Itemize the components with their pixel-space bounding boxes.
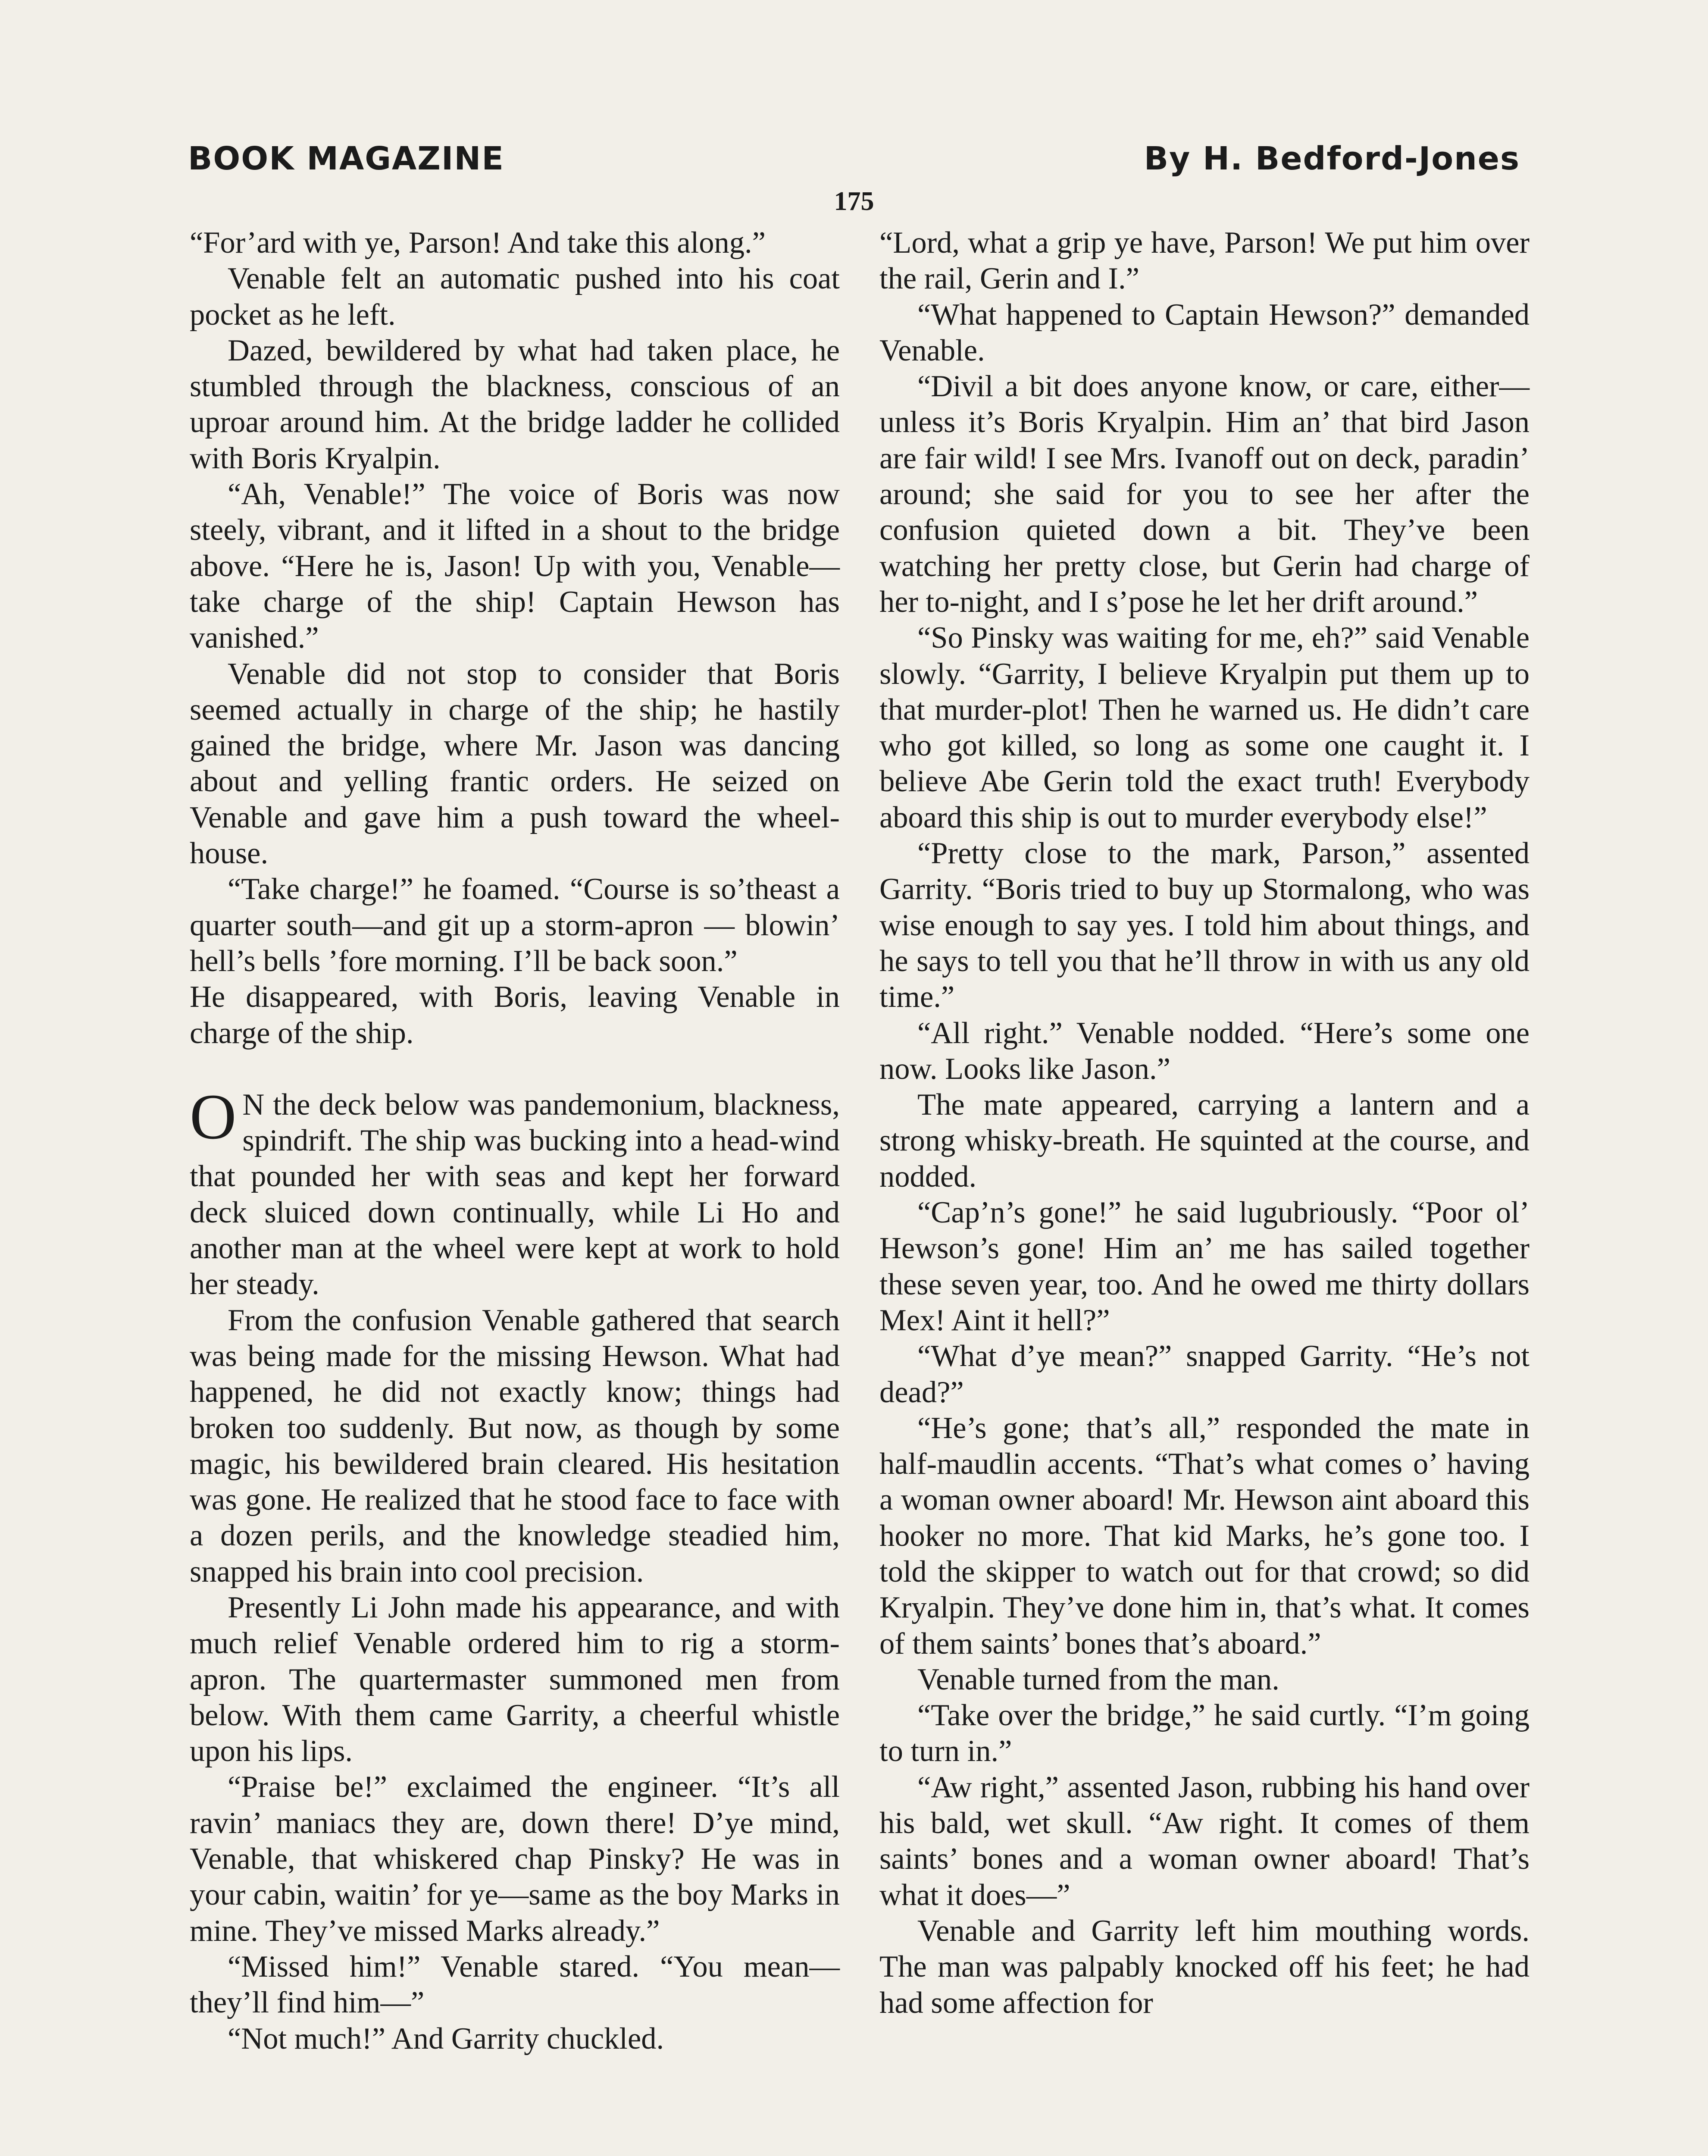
drop-cap: O — [190, 1081, 237, 1153]
paragraph: “Ah, Venable!” The voice of Boris was now steely, vibrant, and it lifted in a shout to the bridge above. “Here he is, Jason! Up with you, Venable—take charge of the ship! Captain Hewson has vanished.” — [190, 477, 840, 655]
paragraph: “What d’ye mean?” snapped Garrity. “He’s not dead?” — [879, 1339, 1530, 1409]
magazine-title: BOOK MAGAZINE — [188, 140, 504, 177]
section-opening-paragraph — [190, 1081, 840, 1303]
paragraph: “Praise be!” exclaimed the engineer. “It’s all ravin’ maniacs they are, down there! D’ye mind, Venable, that whiskered chap Pinsky? He was in your cabin, waitin’ for ye—same as the boy Marks in mine. They’ve missed Marks already.” — [190, 1770, 840, 1948]
paragraph: “Missed him!” Venable stared. “You mean—they’ll find him—” — [190, 1949, 840, 2020]
paragraph: The mate appeared, carrying a lantern and a strong whisky-breath. He squinted at the course, and nodded. — [879, 1088, 1530, 1194]
paragraph: “He’s gone; that’s all,” responded the mate in half-maudlin accents. “That’s what comes o’ having a woman owner aboard! Mr. Hewson aint aboard this hooker no more. That kid Marks, he’s gone too. I told the skipper to watch out for that crowd; so did Kryalpin. They’ve done him in, that’s what. It comes of them saints’ bones that’s aboard.” — [879, 1411, 1530, 1661]
paragraph: “Cap’n’s gone!” he said lugubriously. “Poor ol’ Hewson’s gone! Him an’ me has sailed together these seven year, too. And he owed me thirty dollars Mex! Aint it hell?” — [879, 1196, 1530, 1337]
paragraph: “Lord, what a grip ye have, Parson! We put him over the rail, Gerin and I.” — [879, 226, 1530, 296]
paragraph: “Take over the bridge,” he said curtly. “I’m going to turn in.” — [879, 1698, 1530, 1768]
paragraph: Venable felt an automatic pushed into his coat pocket as he left. — [190, 262, 840, 332]
paragraph: “For’ard with ye, Parson! And take this along.” — [190, 226, 766, 260]
paragraph: “Pretty close to the mark, Parson,” assented Garrity. “Boris tried to buy up Stormalong, who was wise enough to say yes. I told him about things, and he says to tell you that he’ll throw in with us any old time.” — [879, 837, 1530, 1014]
paragraph: “Not much!” And Garrity chuckled. — [228, 2021, 664, 2056]
page-number: 175 — [834, 187, 874, 216]
paragraph: Venable and Garrity left him mouthing words. The man was palpably knocked off his feet; he had had some affection for — [879, 1914, 1530, 2020]
paragraph: Venable did not stop to consider that Boris seemed actually in charge of the ship; he hastily gained the bridge, where Mr. Jason was dancing about and yelling frantic orders. He seized on Venable and gave him a push toward the wheel-house. — [190, 657, 840, 871]
drop-cap-paragraph-text: N the deck below was pandemonium, blackness, spindrift. The ship was bucking into a head-wind that pounded her with seas and kept her forward deck sluiced down continually, while Li Ho and another man at the wheel were kept at work to hold her steady. — [190, 1087, 840, 1301]
paragraph: “Take charge!” he foamed. “Course is so’theast a quarter south—and git up a storm-apron — blowin’ hell’s bells ’fore morning. I’ll be back soon.” — [190, 872, 840, 978]
paragraph: From the confusion Venable gathered that search was being made for the missing Hewson. What had happened, he did not exactly know; things had broken too suddenly. But now, as though by some magic, his bewildered brain cleared. His hesitation was gone. He realized that he stood face to face with a dozen perils, and the knowledge steadied him, snapped his brain into cool precision. — [190, 1303, 840, 1589]
right-column — [879, 225, 1530, 2021]
paragraph: He disappeared, with Boris, leaving Venable in charge of the ship. — [190, 980, 840, 1050]
paragraph: Venable turned from the man. — [917, 1662, 1279, 1696]
paragraph: Dazed, bewildered by what had taken place, he stumbled through the blackness, conscious of an uproar around him. At the bridge ladder he collided with Boris Kryalpin. — [190, 333, 840, 475]
paragraph: Presently Li John made his appearance, and with much relief Venable ordered him to rig a storm-apron. The quartermaster summoned men from below. With them came Garrity, a cheerful whistle upon his lips. — [190, 1590, 840, 1768]
paragraph: “All right.” Venable nodded. “Here’s some one now. Looks like Jason.” — [879, 1016, 1530, 1086]
paragraph: “What happened to Captain Hewson?” demanded Venable. — [879, 298, 1530, 367]
left-column — [190, 225, 840, 2057]
paragraph: “Aw right,” assented Jason, rubbing his hand over his bald, wet skull. “Aw right. It comes of them saints’ bones and a woman owner aboard! That’s what it does—” — [879, 1770, 1530, 1912]
author-byline: By H. Bedford-Jones — [1144, 140, 1520, 177]
paragraph: “So Pinsky was waiting for me, eh?” said Venable slowly. “Garrity, I believe Kryalpin put them up to that murder-plot! Then he warned us. He didn’t care who got killed, so long as some one caught it. I believe Abe Gerin told the exact truth! Everybody aboard this ship is out to murder everybody else!” — [879, 621, 1530, 834]
paragraph: “Divil a bit does anyone know, or care, either—unless it’s Boris Kryalpin. Him an’ that bird Jason are fair wild! I see Mrs. Ivanoff out on deck, paradin’ around; she said for you to see her after the confusion quieted down a bit. They’ve been watching her pretty close, but Gerin had charge of her to-night, and I s’pose he let her drift around.” — [879, 370, 1530, 619]
